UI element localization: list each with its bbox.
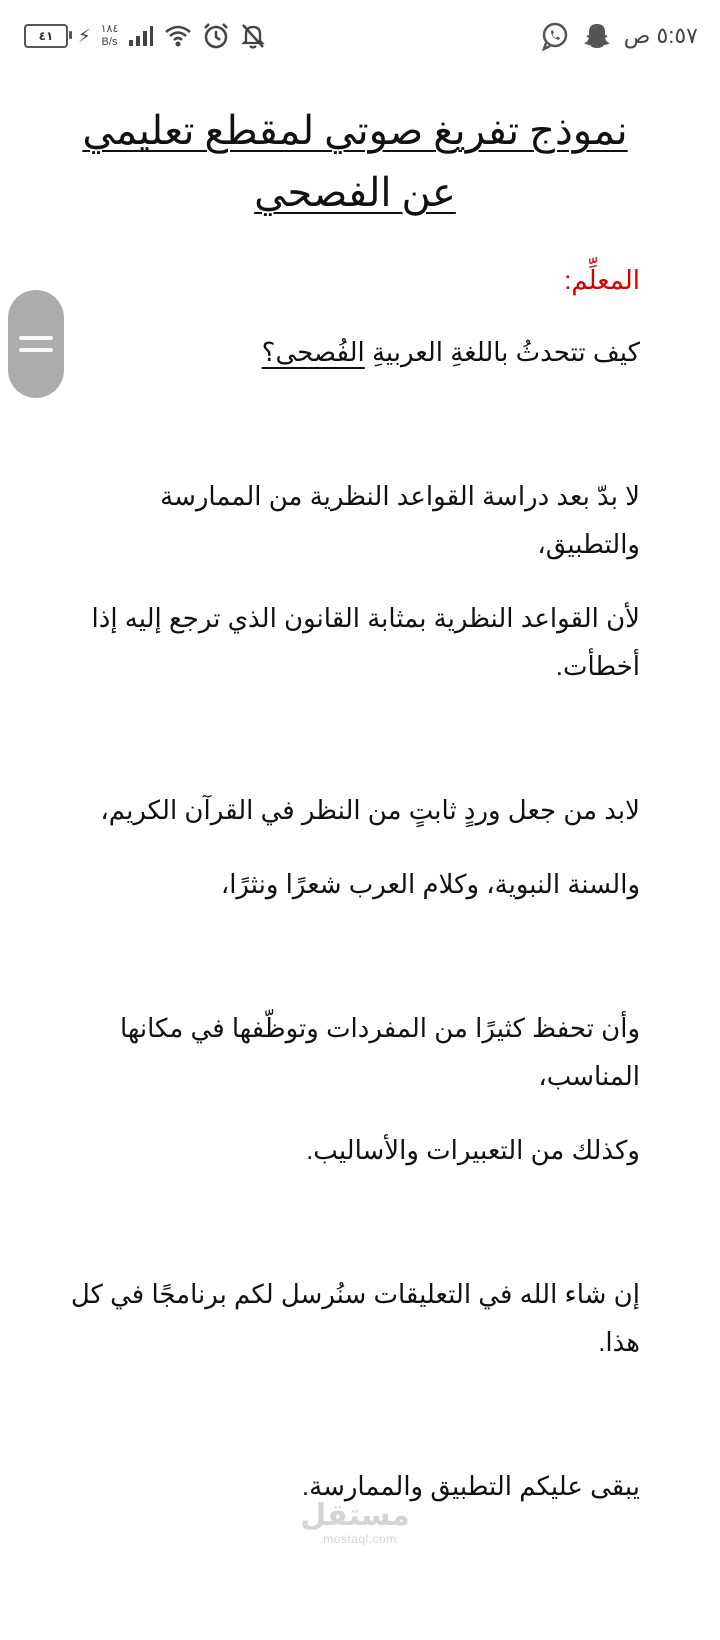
document-title: نموذج تفريغ صوتي لمقطع تعليمي عن الفصحي bbox=[82, 108, 628, 215]
paragraph-line: وكذلك من التعبيرات والأساليب. bbox=[306, 1135, 640, 1165]
status-bar bbox=[0, 0, 720, 72]
handle-line-top bbox=[19, 336, 53, 340]
battery-icon bbox=[24, 24, 68, 48]
status-bar-right bbox=[540, 18, 698, 54]
spacer bbox=[70, 1174, 640, 1270]
paragraph-line: والسنة النبوية، وكلام العرب شعرًا ونثرًا، bbox=[220, 869, 640, 899]
spacer bbox=[70, 568, 640, 594]
snapchat-icon bbox=[582, 21, 612, 51]
whatsapp-icon bbox=[540, 21, 570, 51]
net-speed bbox=[101, 23, 119, 49]
net-speed-value: ١٨٤ bbox=[100, 23, 119, 35]
net-speed-unit: B/s bbox=[101, 36, 118, 48]
spacer bbox=[70, 1100, 640, 1126]
bell-off-icon bbox=[240, 22, 266, 50]
spacer bbox=[70, 376, 640, 472]
paragraph-line: لأن القواعد النظرية بمثابة القانون الذي ترجع إليه إذا أخطأت. bbox=[91, 603, 640, 681]
question-line bbox=[70, 328, 640, 376]
paragraph-line: يبقى عليكم التطبيق والممارسة. bbox=[301, 1471, 640, 1501]
floating-side-handle[interactable] bbox=[8, 290, 64, 398]
watermark-latin: mostaql.com bbox=[323, 1532, 397, 1546]
status-bar-left bbox=[24, 20, 266, 52]
question-underlined: الفُصحى؟ bbox=[261, 337, 365, 367]
charging-icon: ⚡ bbox=[78, 25, 91, 46]
spacer bbox=[70, 1366, 640, 1462]
paragraph-line: لا بدّ بعد دراسة القواعد النظرية من الممارسة والتطبيق، bbox=[160, 481, 640, 559]
alarm-icon bbox=[202, 22, 230, 50]
status-time: ٥:٥٧ ص bbox=[623, 23, 698, 48]
question-text: كيف تتحدثُ باللغةِ العربيةِ bbox=[364, 337, 640, 367]
signal-icon bbox=[128, 25, 154, 47]
handle-line-bottom bbox=[19, 348, 53, 352]
speaker-label: المعلِّم: bbox=[564, 265, 640, 295]
spacer bbox=[70, 908, 640, 1004]
paragraph-line: وأن تحفظ كثيرًا من المفردات وتوظّفها في مكانها المناسب، bbox=[119, 1013, 640, 1091]
battery-level: ٤١ bbox=[38, 29, 54, 43]
paragraph-line: إن شاء الله في التعليقات سنُرسل لكم برنامجًا في كل هذا. bbox=[70, 1279, 640, 1357]
wifi-icon bbox=[164, 24, 192, 48]
mostaql-watermark bbox=[300, 1499, 410, 1546]
watermark-arabic: مستقل bbox=[300, 1499, 410, 1532]
spacer bbox=[70, 834, 640, 860]
paragraph-line: لابد من جعل وردٍ ثابتٍ من النظر في القرآن الكريم، bbox=[100, 795, 640, 825]
spacer bbox=[70, 690, 640, 786]
document-body bbox=[70, 100, 640, 1510]
